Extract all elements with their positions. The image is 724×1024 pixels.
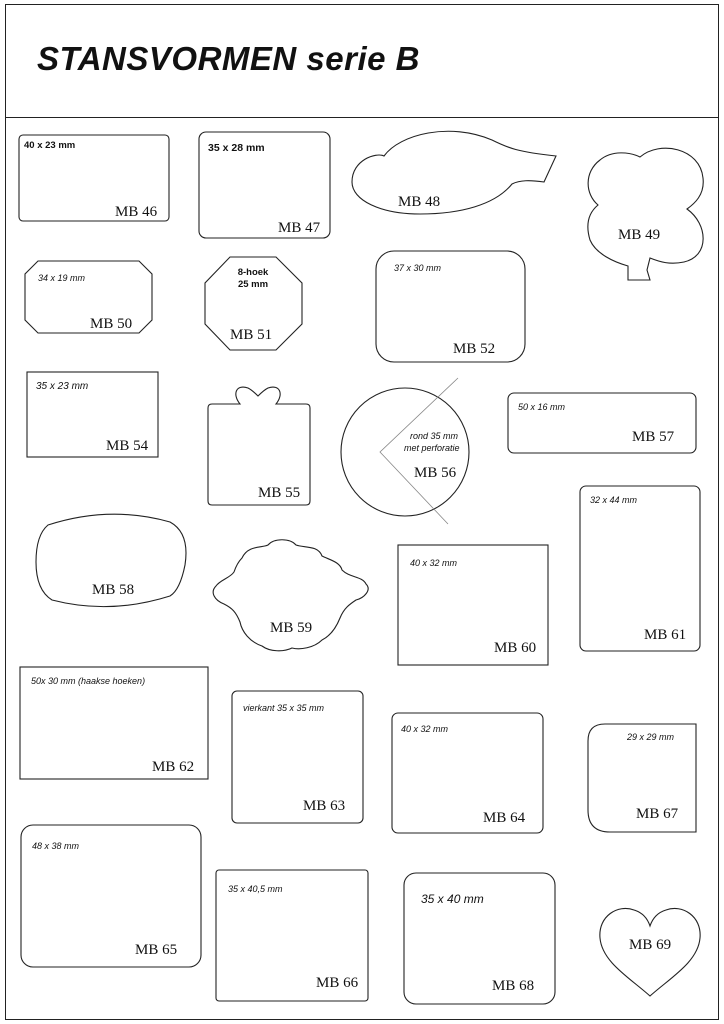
shape-mb58-code: MB 58 [92,582,135,598]
shape-mb69-code: MB 69 [629,937,672,953]
shape-mb65-size: 48 x 38 mm [32,841,80,851]
shape-mb50-code: MB 50 [90,316,133,332]
shape-mb66-code: MB 66 [316,975,359,991]
shape-mb47 [199,132,330,238]
shape-mb61-code: MB 61 [644,627,687,643]
shape-mb54-size: 35 x 23 mm [36,381,89,392]
shape-mb57-size: 50 x 16 mm [518,402,566,412]
shape-mb46-code: MB 46 [115,204,158,220]
shape-mb54-code: MB 54 [106,438,149,454]
shape-mb57 [508,393,696,453]
shape-mb49 [588,148,703,280]
shape-mb63 [232,691,363,823]
shape-mb52-code: MB 52 [453,341,496,357]
shape-mb68 [404,873,555,1004]
shape-mb55 [208,387,310,505]
shape-mb48-code: MB 48 [398,194,441,210]
shape-mb56-code: MB 56 [414,465,457,481]
shape-mb50 [25,261,152,333]
shape-mb60 [398,545,548,665]
shape-mb56-size-line2: met perforatie [404,443,460,453]
shape-mb49-code: MB 49 [618,227,661,243]
shape-mb46 [19,135,169,221]
shape-mb59 [213,540,368,651]
shape-mb61-size: 32 x 44 mm [590,495,638,505]
shape-mb65 [21,825,201,967]
shape-mb51-size-line1: 8-hoek [237,267,269,278]
shape-mb59-code: MB 59 [270,620,313,636]
shape-mb69 [600,908,700,996]
shape-mb51-size-line2: 25 mm [237,279,269,290]
shape-mb54 [27,372,158,457]
shape-mb68-size: 35 x 40 mm [421,892,484,906]
shape-mb67 [588,724,696,832]
shape-mb68-code: MB 68 [492,978,535,994]
shape-mb48 [352,131,556,214]
shape-mb67-code: MB 67 [636,806,679,822]
shape-mb55-code: MB 55 [258,485,301,501]
catalog-title: STANSVORMEN serie B [37,40,420,77]
shape-mb50-size: 34 x 19 mm [38,273,86,283]
shape-mb47-size: 35 x 28 mm [208,142,265,154]
shape-mb61 [580,486,700,651]
shape-mb52 [376,251,525,362]
shape-mb60-code: MB 60 [494,640,537,656]
shape-mb62-size: 50x 30 mm (haakse hoeken) [31,676,146,686]
shape-mb56 [341,378,469,524]
shape-mb60-size: 40 x 32 mm [410,558,458,568]
shape-mb62 [20,667,208,779]
shape-mb64-size: 40 x 32 mm [401,724,449,734]
shape-mb46-size: 40 x 23 mm [24,140,76,151]
shape-mb66-size: 35 x 40,5 mm [228,884,283,894]
shape-mb51 [205,257,302,350]
shape-mb63-code: MB 63 [303,798,346,814]
shape-mb64-code: MB 64 [483,810,526,826]
shape-mb56-size-line1: rond 35 mm [410,431,459,441]
shape-mb51-code: MB 51 [230,327,273,343]
shape-mb52-size: 37 x 30 mm [394,263,442,273]
shape-mb62-code: MB 62 [152,759,195,775]
shape-mb65-code: MB 65 [135,942,178,958]
shape-mb58 [36,514,186,606]
shape-mb57-code: MB 57 [632,429,675,445]
shape-mb47-code: MB 47 [278,220,321,236]
shape-mb64 [392,713,543,833]
shape-mb67-size: 29 x 29 mm [627,732,675,742]
shape-mb66 [216,870,368,1001]
shape-mb63-size: vierkant 35 x 35 mm [243,703,325,713]
